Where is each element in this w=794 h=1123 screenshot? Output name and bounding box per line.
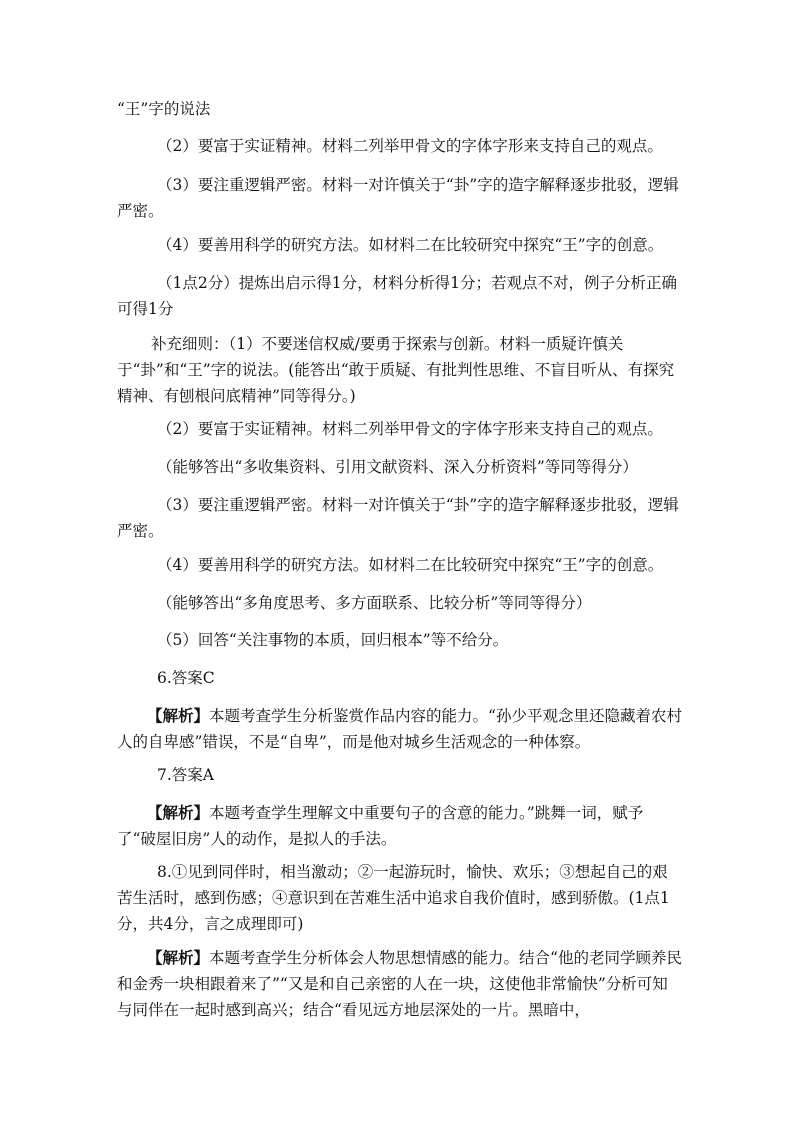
- analysis-label: 【解析】: [147, 948, 210, 967]
- text-paragraph: （2）要富于实证精神。材料二列举甲骨文的字体字形来支持自己的观点。: [157, 420, 663, 438]
- analysis-label: 【解析】: [147, 803, 210, 822]
- text-paragraph: （4）要善用科学的研究方法。如材料二在比较研究中探究“王”字的创意。: [157, 556, 664, 574]
- analysis-label: 【解析】: [147, 706, 210, 725]
- text-paragraph: （5）回答“关注事物的本质，回归根本”等不给分。: [157, 631, 509, 649]
- analysis-text: 本题考查学生理解文中重要句子的含意的能力。”跳舞一词，赋予了“破屋旧房”人的动作，是拟人的手法。: [117, 804, 644, 848]
- analysis-text: 本题考查学生分析体会人物思想情感的能力。结合“他的老同学顾养民和金秀一块相跟着来了”“又是和自己亲密的人在一块，这使他非常愉快”分析可知与同伴在一起时感到高兴；结合“看见远方地层深处的一片。黑暗中，: [117, 949, 682, 1019]
- text-paragraph: （3）要注重逻辑严密。材料一对许慎关于“卦”字的造字解释逐步批驳，逻辑严密。: [117, 496, 679, 540]
- text-paragraph: （4）要善用科学的研究方法。如材料二在比较研究中探究“王”字的创意。: [157, 236, 664, 254]
- answer-line: 7.答案A: [157, 766, 214, 784]
- analysis-text: 本题考查学生分析鉴赏作品内容的能力。“孙少平观念里还隐藏着农村人的自卑感”错误，不是“自卑”，而是他对城乡生活观念的一种体察。: [117, 707, 682, 751]
- analysis-paragraph: [117, 800, 682, 852]
- text-paragraph: （能够答出“多角度思考、多方面联系、比较分析”等同等得分）: [157, 594, 592, 612]
- analysis-paragraph: [117, 703, 682, 755]
- text-paragraph: （3）要注重逻辑严密。材料一对许慎关于“卦”字的造字解释逐步批驳，逻辑严密。: [117, 176, 679, 220]
- text-paragraph: 8.①见到同伴时，相当激动；②一起游玩时，愉快、欢乐；③想起自己的艰苦生活时，感到伤感；④意识到在苦难生活中追求自我价值时，感到骄傲。(1点1分，共4分，言之成理即可): [117, 863, 670, 933]
- text-paragraph: 补充细则：（1）不要迷信权威/要勇于探索与创新。材料一质疑许慎关于“卦”和“王”字的说法。(能答出“敢于质疑、有批判性思维、不盲目听从、有探究精神、有刨根问底精神”同等得分。): [117, 335, 675, 405]
- text-paragraph: （能够答出“多收集资料、引用文献资料、深入分析资料”等同等得分）: [157, 458, 638, 476]
- text-paragraph: “王”字的说法: [117, 100, 211, 118]
- text-paragraph: （1点2分）提炼出启示得1分，材料分析得1分；若观点不对，例子分析正确可得1分: [117, 274, 677, 318]
- text-paragraph: （2）要富于实证精神。材料二列举甲骨文的字体字形来支持自己的观点。: [157, 137, 663, 155]
- answer-line: 6.答案C: [157, 669, 215, 687]
- analysis-paragraph: [117, 945, 682, 1023]
